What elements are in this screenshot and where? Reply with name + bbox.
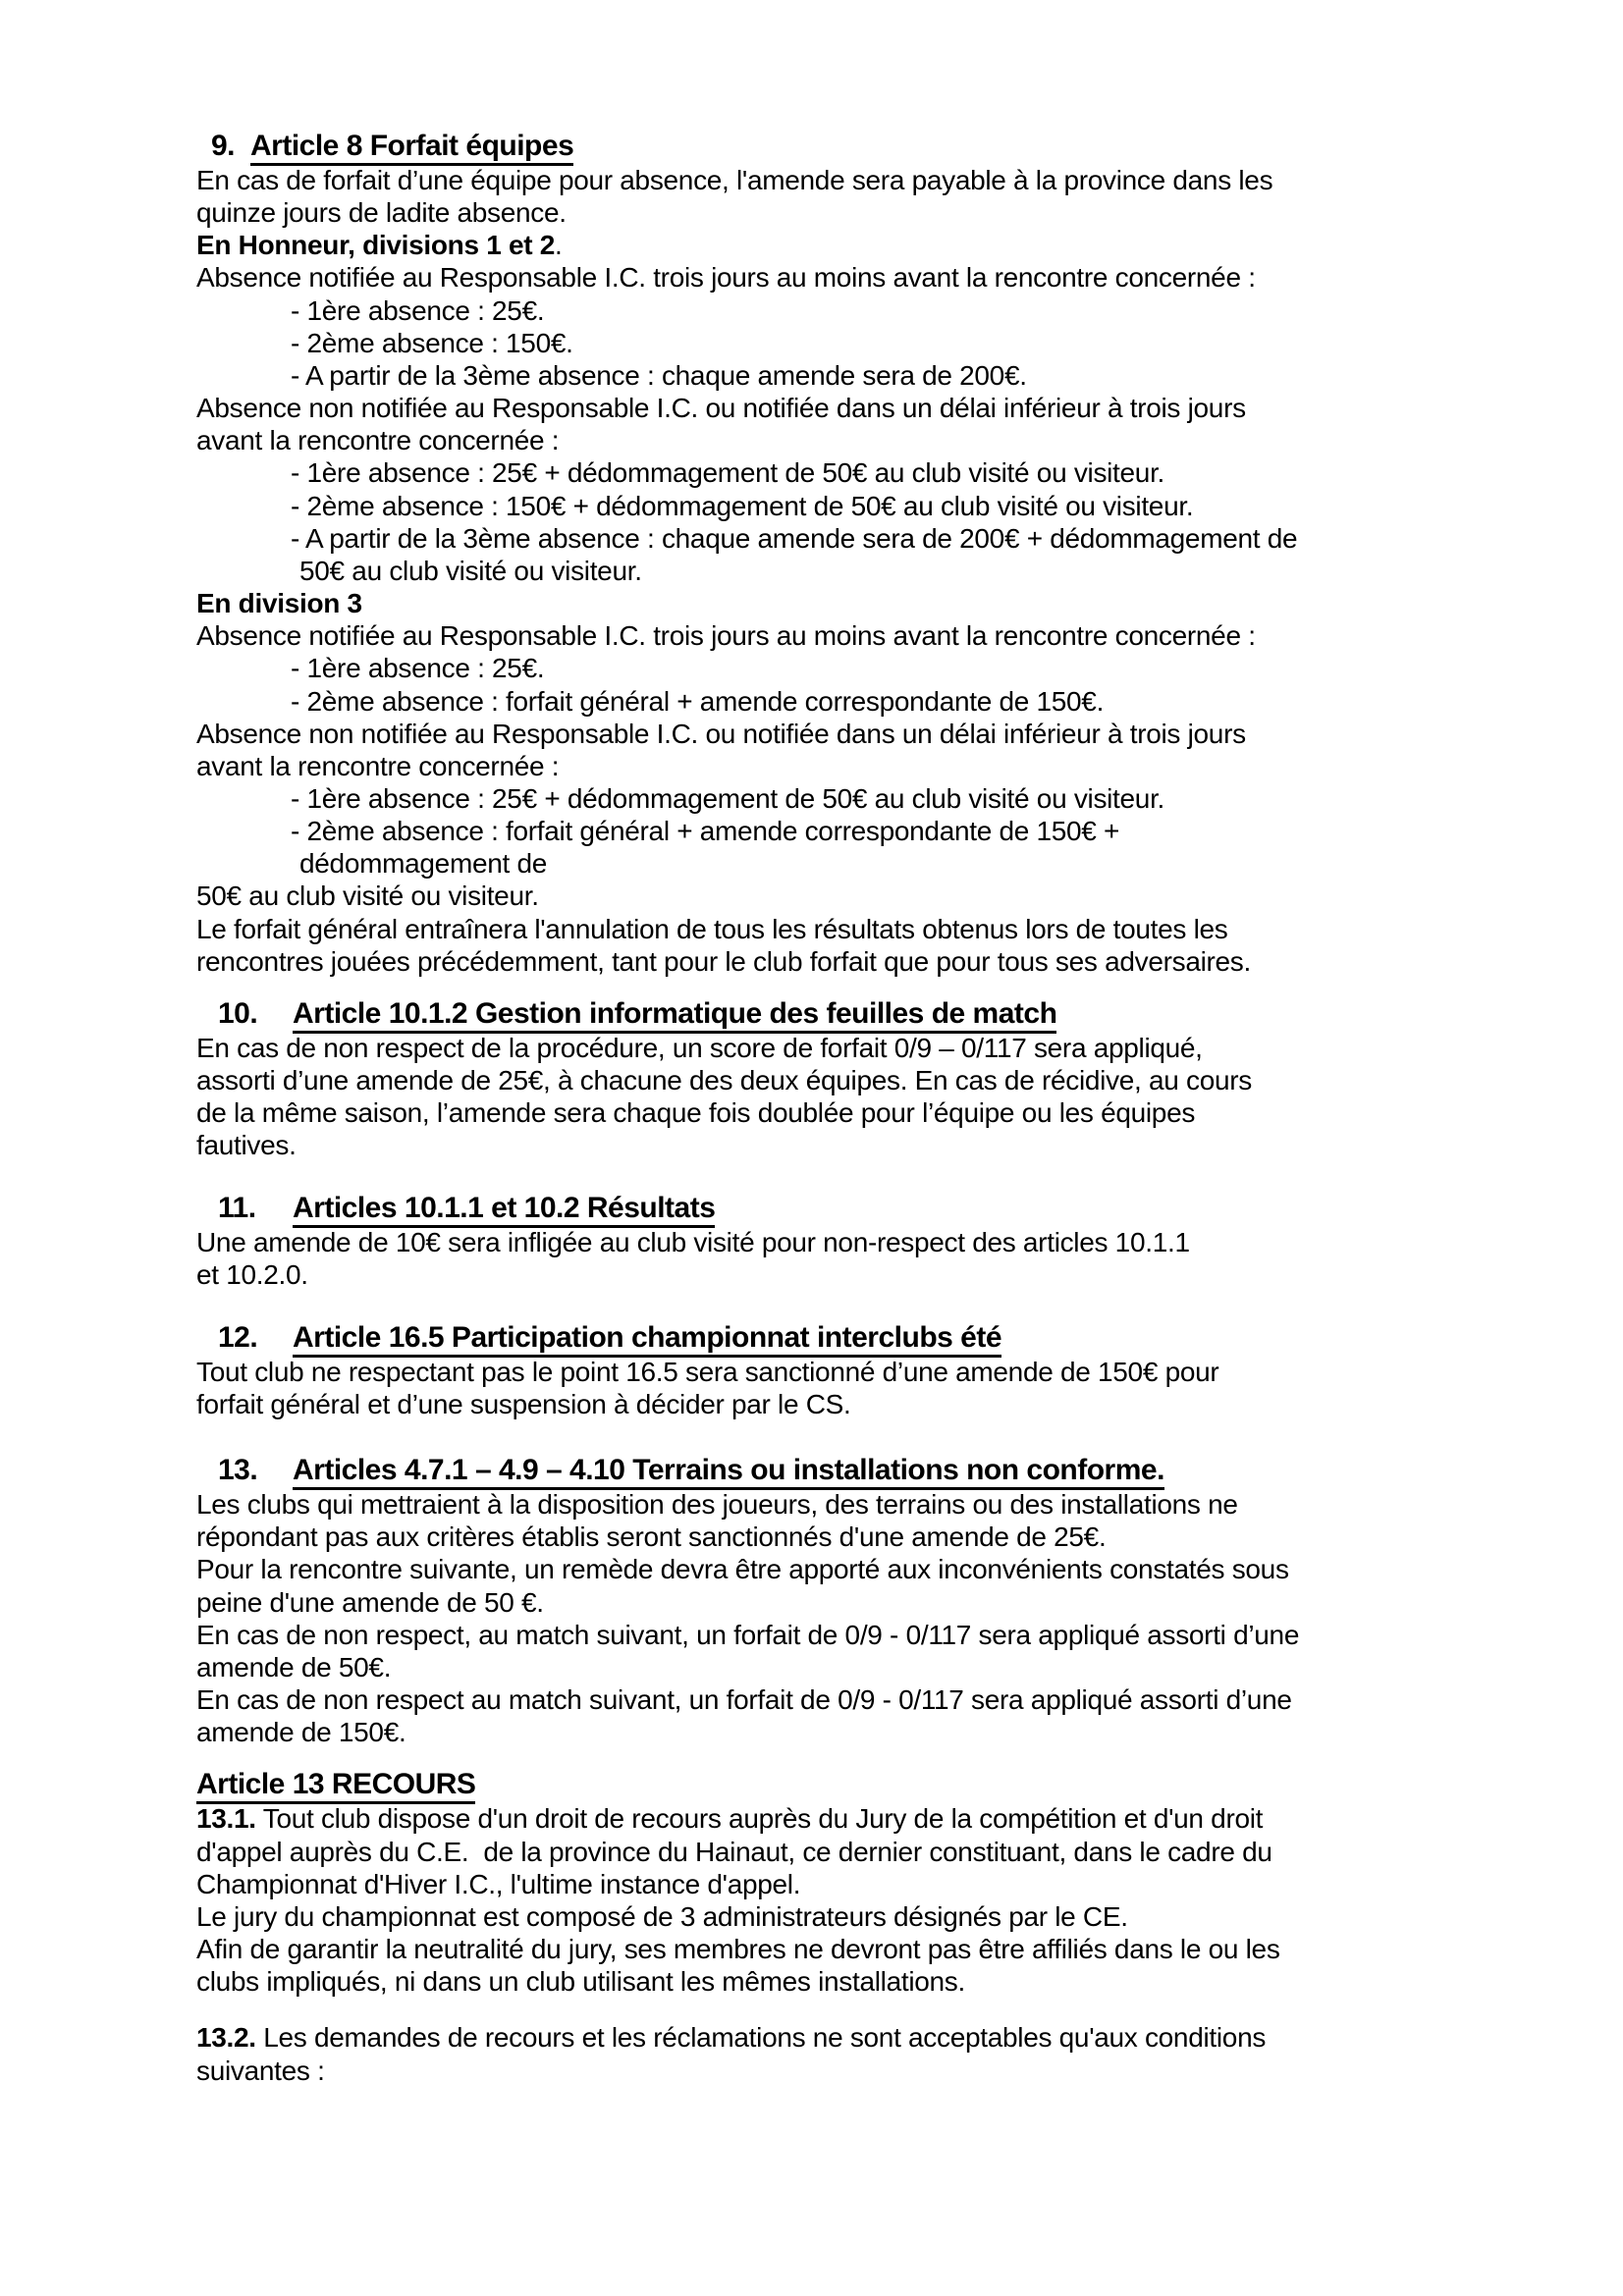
text-line: Absence non notifiée au Responsable I.C. ou notifiée dans un délai inférieur à trois jours [196, 393, 1246, 424]
text-line: suivantes : [196, 2055, 325, 2086]
text-line: et 10.2.0. [196, 1258, 308, 1290]
text-line: Pour la rencontre suivante, un remède devra être apporté aux inconvénients constatés sous [196, 1554, 1289, 1585]
text-line: Absence notifiée au Responsable I.C. trois jours au moins avant la rencontre concernée : [196, 620, 1256, 652]
text-line: avant la rencontre concernée : [196, 425, 560, 456]
text-line: rencontres jouées précédemment, tant pour le club forfait que pour tous ses adversaires. [196, 945, 1251, 977]
text-line: Une amende de 10€ sera infligée au club visité pour non-respect des articles 10.1.1 [196, 1226, 1190, 1257]
text-line: - 2ème absence : 150€. [291, 327, 573, 358]
section-heading [196, 1320, 1564, 1356]
heading-title: Article 16.5 Participation championnat interclubs été [293, 1321, 1001, 1358]
heading-number: 12. [218, 1320, 258, 1354]
blank-line [196, 1998, 1564, 2021]
text-line: 50€ au club visité ou visiteur. [196, 881, 539, 912]
heading-title: Article 13 RECOURS [196, 1768, 475, 1804]
text-line: clubs impliqués, ni dans un club utilisant les mêmes installations. [196, 1966, 965, 1998]
text-line: Afin de garantir la neutralité du jury, ses membres ne devront pas être affiliés dans le ou les [196, 1934, 1280, 1965]
section-heading [196, 1453, 1564, 1488]
bold-lead: En division 3 [196, 588, 362, 619]
section-heading [196, 996, 1564, 1032]
text-line: - 1ère absence : 25€ + dédommagement de 50€ au club visité ou visiteur. [291, 457, 1165, 489]
text-line: - 2ème absence : forfait général + amende correspondante de 150€ + [291, 816, 1120, 847]
heading-number: 13. [218, 1454, 258, 1487]
blank-line [196, 1420, 1564, 1453]
text-line [196, 229, 1564, 261]
text-line: d'appel auprès du C.E. de la province du Hainaut, ce dernier constituant, dans le cadre du [196, 1836, 1272, 1867]
text-line: En cas de non respect de la procédure, un score de forfait 0/9 – 0/117 sera appliqué, [196, 1032, 1203, 1063]
text-line: En cas de non respect, au match suivant, un forfait de 0/9 - 0/117 sera appliqué assorti d’une [196, 1619, 1300, 1650]
text-line: - 1ère absence : 25€ + dédommagement de 50€ au club visité ou visiteur. [291, 782, 1165, 814]
text-line: - 1ère absence : 25€. [291, 653, 545, 684]
text-line [196, 1802, 1564, 1835]
heading-number: 10. [218, 996, 258, 1030]
text-line: - A partir de la 3ème absence : chaque amende sera de 200€ + dédommagement de [291, 522, 1298, 554]
blank-line [196, 978, 1564, 996]
bold-lead: En Honneur, divisions 1 et 2 [196, 230, 556, 261]
blank-line [196, 1748, 1564, 1767]
text-line: En cas de non respect au match suivant, un forfait de 0/9 - 0/117 sera appliqué assorti d’une [196, 1684, 1292, 1716]
text-line: dédommagement de [299, 848, 548, 880]
text-line: - 2ème absence : forfait général + amende correspondante de 150€. [291, 685, 1105, 717]
bold-lead: 13.1. [196, 1803, 256, 1835]
text-line [196, 587, 1564, 619]
text-line: répondant pas aux critères établis seront sanctionnés d'une amende de 25€. [196, 1522, 1107, 1553]
section-heading [196, 1191, 1564, 1226]
heading-number: 9. [211, 130, 236, 162]
heading-title: Articles 10.1.1 et 10.2 Résultats [293, 1192, 715, 1228]
text-line [196, 2021, 1564, 2054]
heading-title: Article 10.1.2 Gestion informatique des feuilles de match [293, 997, 1056, 1034]
text-line: Championnat d'Hiver I.C., l'ultime instance d'appel. [196, 1868, 801, 1899]
bold-lead: 13.2. [196, 2022, 256, 2054]
blank-line [196, 1162, 1564, 1191]
line-text: Les demandes de recours et les réclamations ne sont acceptables qu'aux conditions [255, 2022, 1267, 2054]
article-heading [196, 1767, 1564, 1802]
text-line: Absence non notifiée au Responsable I.C. ou notifiée dans un délai inférieur à trois jours [196, 718, 1246, 749]
text-line: peine d'une amende de 50 €. [196, 1586, 544, 1618]
text-line: forfait général et d’une suspension à décider par le CS. [196, 1389, 851, 1419]
section-heading [196, 129, 1564, 164]
text-line: 50€ au club visité ou visiteur. [299, 555, 642, 586]
line-text: . [555, 230, 563, 261]
text-line: Tout club ne respectant pas le point 16.5 sera sanctionné d’une amende de 150€ pour [196, 1356, 1219, 1387]
blank-line [196, 1291, 1564, 1320]
text-line: fautives. [196, 1130, 297, 1161]
text-line: - 2ème absence : 150€ + dédommagement de 50€ au club visité ou visiteur. [291, 490, 1194, 521]
heading-number: 11. [218, 1191, 256, 1224]
text-line: Les clubs qui mettraient à la disposition des joueurs, des terrains ou des installations ne [196, 1489, 1238, 1521]
text-line: de la même saison, l’amende sera chaque fois doublée pour l’équipe ou les équipes [196, 1097, 1196, 1129]
text-line: amende de 50€. [196, 1651, 392, 1682]
text-line: Le jury du championnat est composé de 3 administrateurs désignés par le CE. [196, 1900, 1128, 1932]
text-line: Le forfait général entraînera l'annulation de tous les résultats obtenus lors de toutes les [196, 913, 1228, 944]
text-line: - A partir de la 3ème absence : chaque amende sera de 200€. [291, 359, 1027, 391]
heading-title: Articles 4.7.1 – 4.9 – 4.10 Terrains ou installations non conforme. [293, 1454, 1164, 1490]
text-line: amende de 150€. [196, 1717, 406, 1748]
text-line: Absence notifiée au Responsable I.C. trois jours au moins avant la rencontre concernée : [196, 262, 1256, 294]
text-line: quinze jours de ladite absence. [196, 197, 567, 229]
heading-title: Article 8 Forfait équipes [250, 130, 573, 166]
text-line: assorti d’une amende de 25€, à chacune des deux équipes. En cas de récidive, au cours [196, 1065, 1252, 1096]
text-line: - 1ère absence : 25€. [291, 294, 545, 326]
text-line: En cas de forfait d’une équipe pour absence, l'amende sera payable à la province dans les [196, 165, 1273, 195]
line-text: Tout club dispose d'un droit de recours auprès du Jury de la compétition et d'un droit [255, 1803, 1264, 1835]
text-line: avant la rencontre concernée : [196, 750, 560, 781]
